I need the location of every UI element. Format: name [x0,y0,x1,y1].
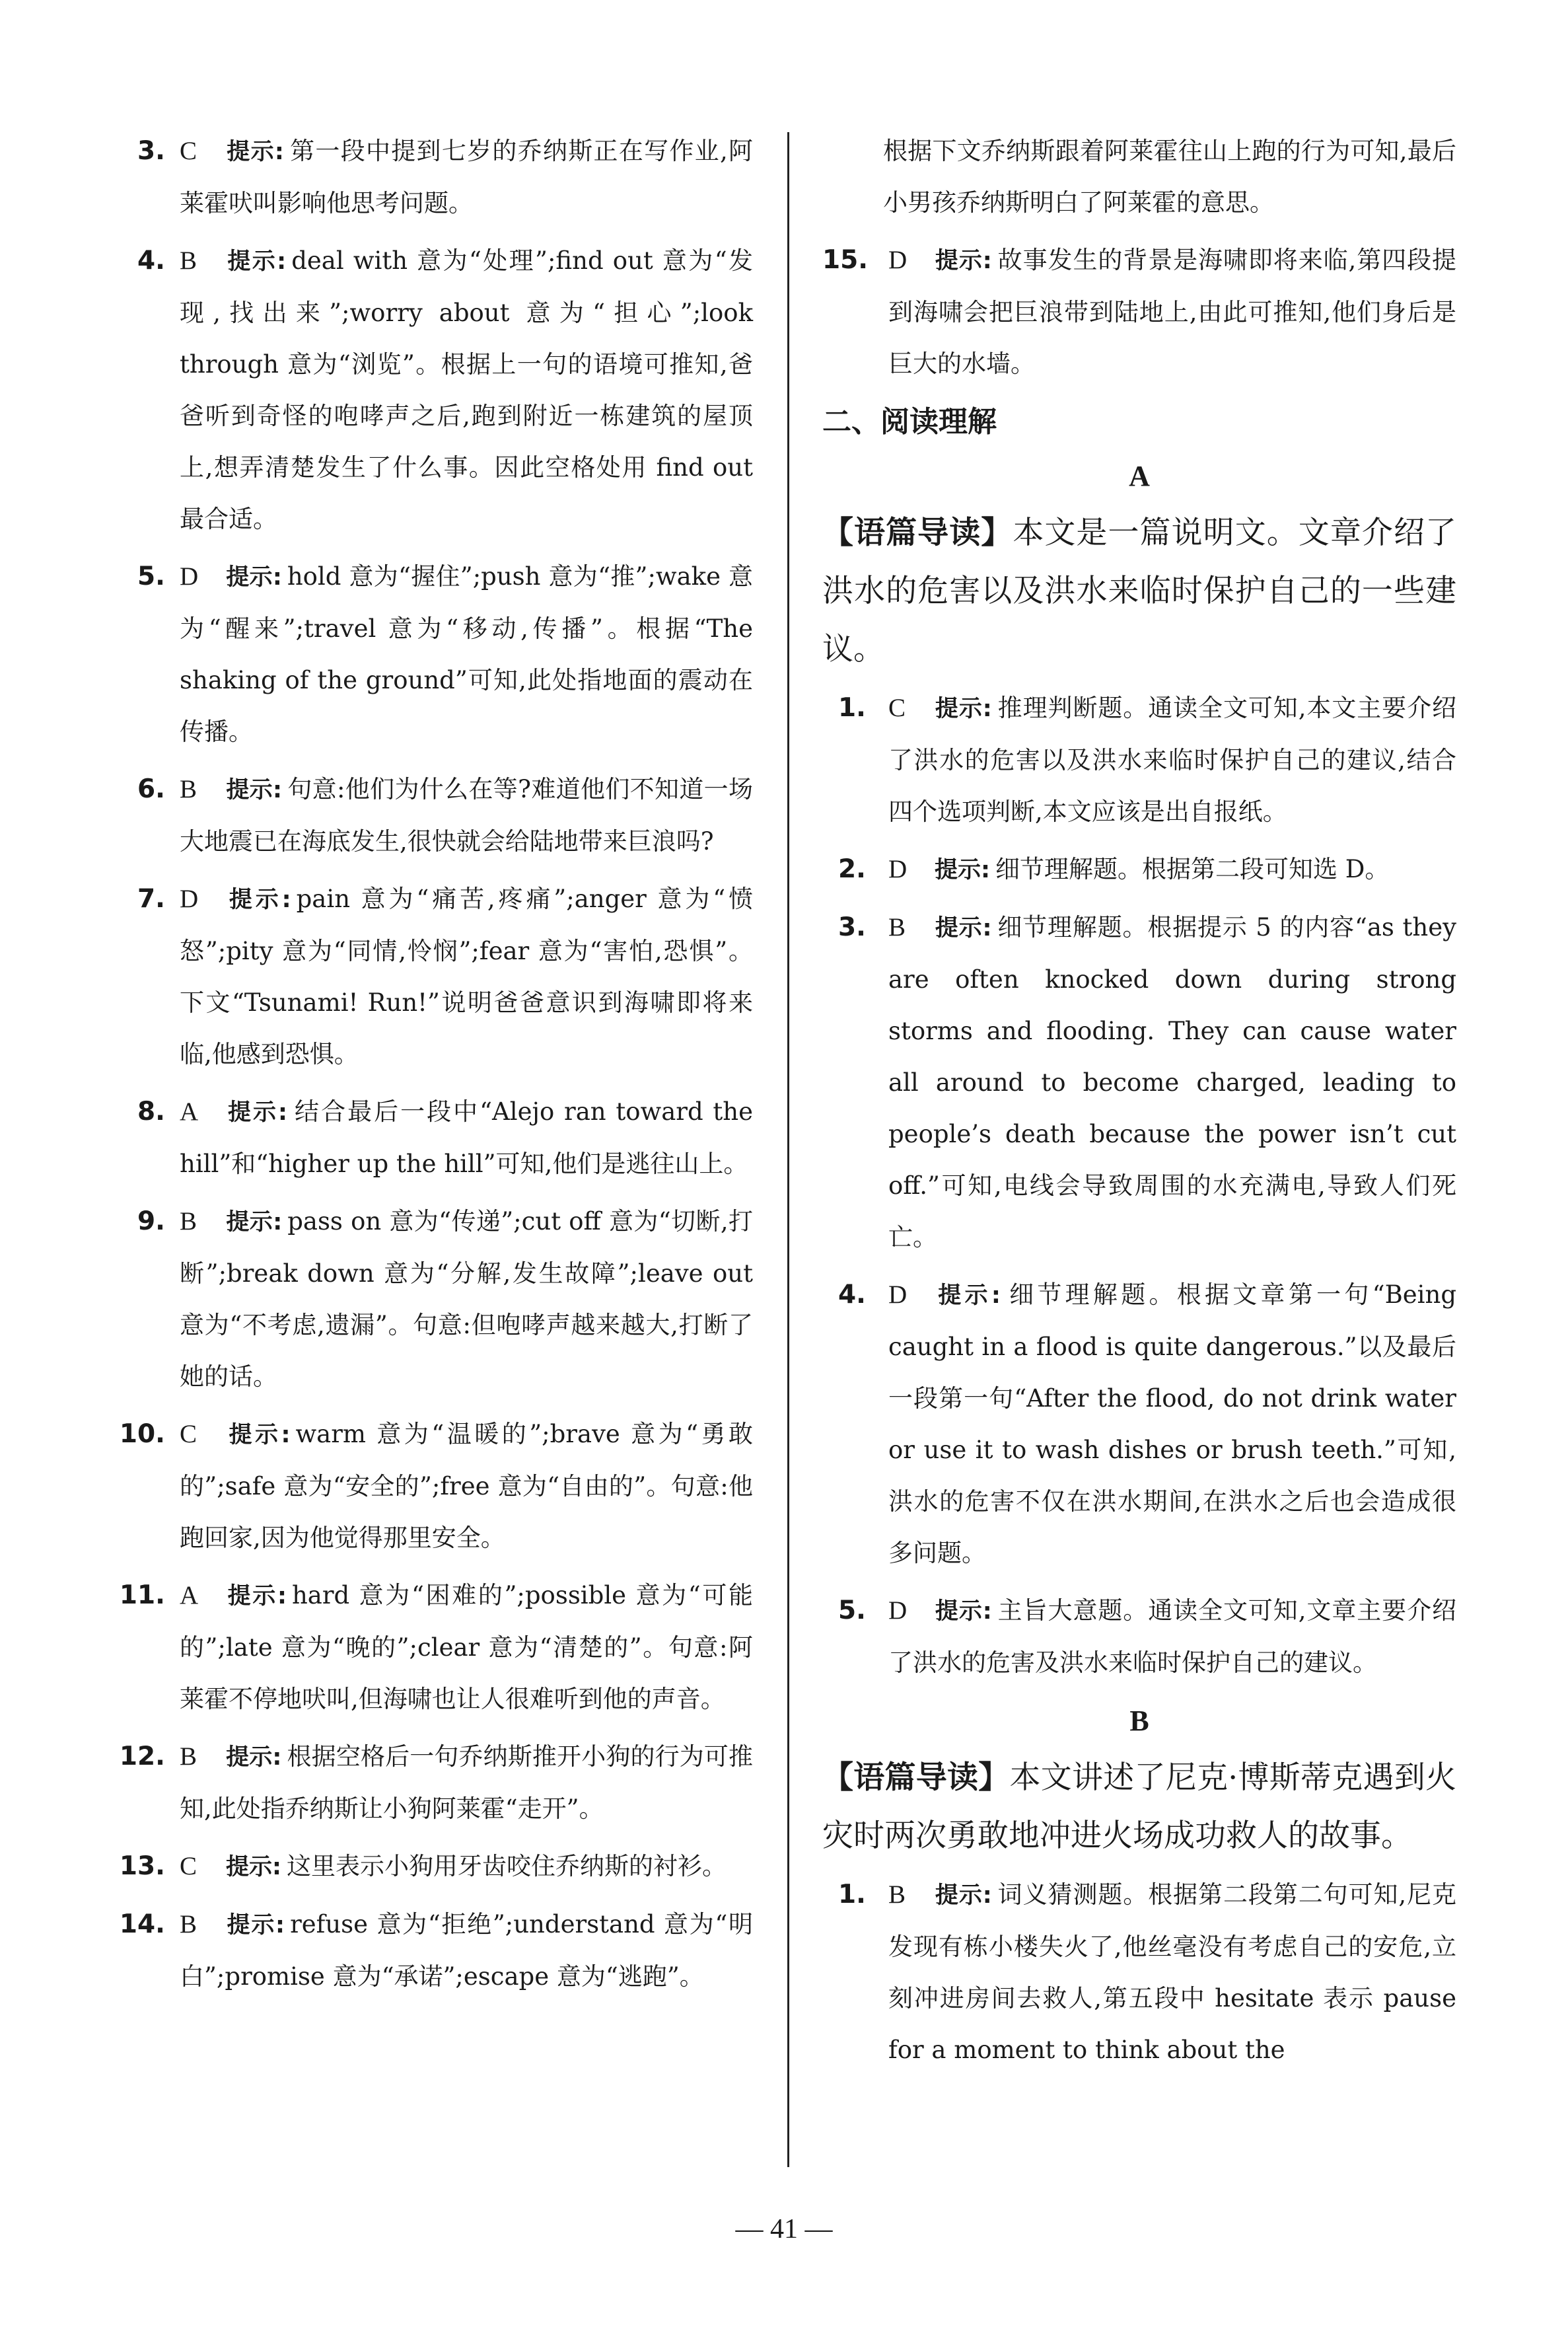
hint-text: 主旨大意题。通读全文可知,文章主要介绍了洪水的危害及洪水来临时保护自己的建议。 [888,1596,1457,1677]
question-number: 13. [119,1851,165,1881]
question-number: 15. [822,245,869,275]
question-number: 3. [838,912,866,942]
hint-label: 提示: [935,696,992,722]
answer-item [119,1196,753,1403]
hint-label: 提示: [935,1882,992,1909]
answer-letter: D [888,246,908,274]
answer-item [119,1086,753,1190]
guide-label: 【语篇导读】 [822,515,1013,551]
question-number: 7. [137,884,165,914]
hint-text: refuse 意为“拒绝”;understand 意为“明白”;promise 意为“承诺”;escape 意为“逃跑”。 [180,1910,753,1991]
hint-text: hard 意为“困难的”;possible 意为“可能的”;late 意为“晚的”;clear 意为“清楚的”。句意:阿莱霍不停地吠叫,但海啸也让人很难听到他的声音。 [180,1581,753,1713]
answer-item [119,1409,753,1564]
right-column [822,126,1456,2082]
answer-letter: D [888,1596,908,1625]
answer-item [822,902,1456,1263]
answer-item [119,235,753,545]
answer-letter: D [180,885,199,913]
answer-letter: C [888,694,906,722]
answer-letter: C [180,137,197,165]
hint-text: 细节理解题。根据文章第一句“Being caught in a flood is quite dangerous.”以及最后一段第一句“After the flood, do not drink water or use it to wash dishes or brush teeth.”可知,洪水的危害不仅在洪水期间,在洪水之后也会造成很多问题。 [888,1280,1456,1567]
question-number: 1. [838,693,866,723]
hint-text: 细节理解题。根据第二段可知选 D。 [995,855,1390,883]
passage-label-a: A [1129,460,1150,492]
question-number: 3. [137,136,165,166]
answer-item [119,1899,753,2003]
hint-text: deal with 意为“处理”;find out 意为“发现,找出来”;worry about 意为“担心”;look through 意为“浏览”。根据上一句的语境可推知,爸爸听到奇怪的咆哮声之后,跑到附近一栋建筑的屋顶上,想弄清楚发生了什么事。因此空格处用 find out 最合适。 [180,246,754,533]
question-number: 14. [119,1909,165,1939]
answer-item [822,1269,1456,1579]
question-number: 4. [137,246,165,276]
hint-text: 句意:他们为什么在等?难道他们不知道一场大地震已在海底发生,很快就会给陆地带来巨浪吗? [180,775,753,856]
hint-label: 提示: [226,887,291,913]
hint-text: 结合最后一段中“Alejo ran toward the hill”和“higher up the hill”可知,他们是逃往山上。 [180,1097,753,1178]
hint-text: 词义猜测题。根据第二段第二句可知,尼克发现有栋小楼失火了,他丝毫没有考虑自己的安危,立刻冲进房间去救人,第五段中 hesitate 表示 pause for a moment to think about the [888,1880,1457,2064]
passage-guide-b [822,1749,1456,1865]
question-number: 8. [137,1097,165,1126]
hint-text: 这里表示小狗用牙齿咬住乔纳斯的衬衫。 [287,1852,727,1880]
answer-item [119,551,753,758]
answer-item [119,1731,753,1835]
hint-label: 提示: [226,248,287,275]
question-number: 6. [137,774,165,804]
hint-label: 提示: [226,1583,287,1609]
guide-text: 本文是一篇说明文。文章介绍了洪水的危害以及洪水来临时保护自己的一些建议。 [822,515,1457,667]
question-number: 10. [119,1419,165,1449]
hint-text: 根据空格后一句乔纳斯推开小狗的行为可推知,此处指乔纳斯让小狗阿莱霍“走开”。 [180,1742,753,1823]
answer-item [822,844,1456,896]
question-number: 2. [838,854,866,884]
hint-label: 提示: [226,1099,288,1126]
question-number: 12. [119,1742,165,1771]
answer-letter: A [180,1581,199,1609]
hint-label: 提示: [935,1282,1001,1309]
answer-item [822,683,1456,838]
continued-hint-text: 根据下文乔纳斯跟着阿莱霍往山上跑的行为可知,最后小男孩乔纳斯明白了阿莱霍的意思。 [883,137,1456,217]
hint-label: 提示: [935,248,992,274]
answer-letter: B [888,1880,906,1909]
hint-text: pass on 意为“传递”;cut off 意为“切断,打断”;break down 意为“分解,发生故障”;leave out 意为“不考虑,遗漏”。句意:但咆哮声越来越大,打断了她的话。 [180,1207,754,1391]
question-number: 5. [137,562,165,591]
hint-text: pain 意为“痛苦,疼痛”;anger 意为“愤怒”;pity 意为“同情,怜悯”;fear 意为“害怕,恐惧”。下文“Tsunami! Run!”说明爸爸意识到海啸即将来临,他感到恐惧。 [180,885,754,1068]
answer-item [119,1841,753,1893]
hint-text: hold 意为“握住”;push 意为“推”;wake 意为“醒来”;travel 意为“移动,传播”。根据“The shaking of the ground”可知,此处指地面的震动在传播。 [180,562,753,746]
section-title: 二、阅读理解 [822,405,997,439]
hint-label: 提示: [226,1209,283,1236]
answer-item [119,126,753,229]
answer-letter: B [180,1742,197,1771]
answer-item [822,1585,1456,1689]
hint-label: 提示: [226,1422,291,1448]
answer-item [119,1570,753,1725]
hint-label: 提示: [226,1912,285,1938]
hint-label: 提示: [935,857,990,883]
hint-label: 提示: [935,1598,992,1625]
answer-letter: A [180,1097,199,1126]
answer-letter: D [888,1280,908,1309]
hint-label: 提示: [935,915,992,941]
question-number: 9. [137,1206,165,1236]
answer-letter: C [180,1852,197,1880]
left-column [119,126,753,2009]
answer-letter: B [180,775,197,803]
hint-label: 提示: [226,1854,281,1880]
answer-letter: B [888,913,906,941]
answer-item [822,235,1456,390]
answer-item [822,1869,1456,2076]
answer-letter: B [180,246,197,275]
question-number: 11. [119,1580,165,1610]
answer-item [119,873,753,1080]
hint-label: 提示: [226,777,282,803]
hint-label: 提示: [226,1744,282,1771]
question-number: 1. [838,1880,866,1909]
answer-letter: B [180,1910,197,1938]
answer-letter: B [180,1207,197,1236]
answer-letter: D [888,855,908,883]
hint-label: 提示: [226,564,282,591]
column-divider [787,132,789,2167]
question-number: 4. [838,1280,866,1310]
hint-text: 细节理解题。根据提示 5 的内容“as they are often knocked down during strong storms and flooding. They can cause water all around to become charged, leading to people’s death because the power isn’t cut off.”可知,电线会导致周围的水充满电,导致人们死亡。 [888,913,1456,1251]
passage-label-b: B [1129,1705,1149,1737]
hint-label: 提示: [226,139,284,165]
hint-text: 故事发生的背景是海啸即将来临,第四段提到海啸会把巨浪带到陆地上,由此可推知,他们身后是巨大的水墙。 [888,246,1457,378]
page-number: — 41 — [735,2214,833,2244]
passage-guide-a [822,504,1456,679]
question-number: 5. [838,1596,866,1625]
answer-item [119,764,753,867]
hint-text: 推理判断题。通读全文可知,本文主要介绍了洪水的危害以及洪水来临时保护自己的建议,结合四个选项判断,本文应该是出自报纸。 [888,694,1457,826]
hint-text: 第一段中提到七岁的乔纳斯正在写作业,阿莱霍吠叫影响他思考问题。 [180,137,754,217]
guide-text: 本文讲述了尼克·博斯蒂克遇到火灾时两次勇敢地冲进火场成功救人的故事。 [822,1759,1456,1854]
answer-letter: D [180,562,199,591]
answer-letter: C [180,1420,197,1448]
hint-text: warm 意为“温暖的”;brave 意为“勇敢的”;safe 意为“安全的”;free 意为“自由的”。句意:他跑回家,因为他觉得那里安全。 [180,1420,754,1552]
guide-label: 【语篇导读】 [822,1759,1010,1796]
